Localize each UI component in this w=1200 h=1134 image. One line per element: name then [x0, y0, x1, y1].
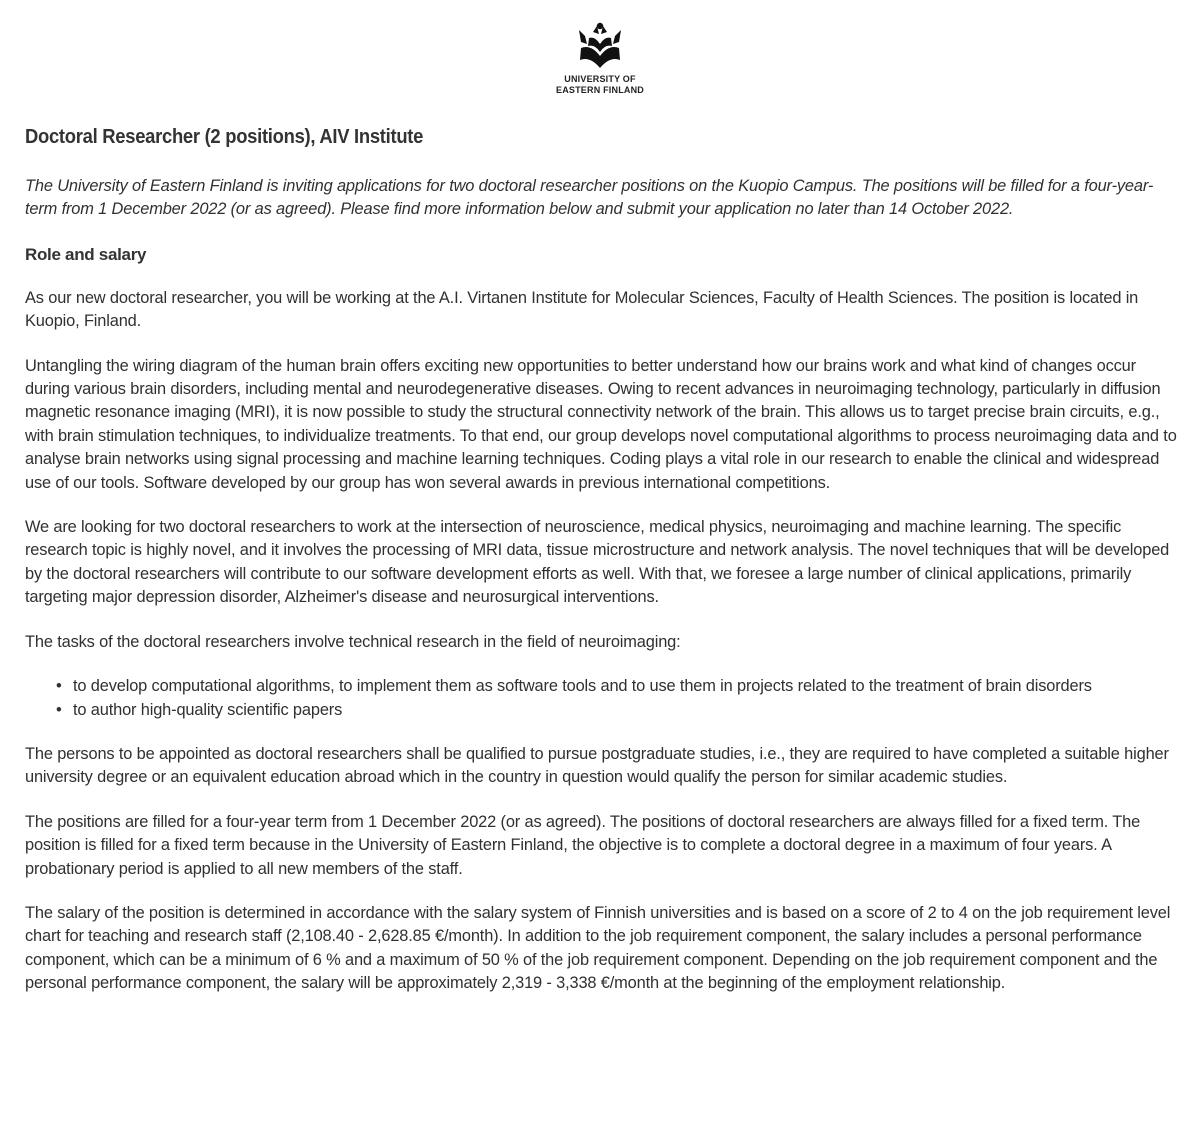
list-item: • to author high-quality scientific papers — [73, 699, 1177, 722]
tasks-list — [25, 675, 1177, 722]
intro-paragraph: The University of Eastern Finland is inviting applications for two doctoral researcher positions on the Kuopio Campus. The positions will be filled for a four-year-term from 1 December 2022 (or as agreed). Please find more information below and submit your application no later than 14 October 2022. — [25, 177, 1154, 219]
logo-line-1: UNIVERSITY OF — [564, 74, 636, 84]
paragraph-salary: The salary of the position is determined in accordance with the salary system of Finnish universities and is based on a score of 2 to 4 on the job requirement level chart for teaching and research staff (2,108.40 - 2,628.85 €/month). In addition to the job requirement component, the salary includes a personal performance component, which can be a minimum of 6 % and a maximum of 50 % of the job requirement component. Depending on the job requirement component and the personal performance component, the salary will be approximately 2,319 - 3,338 €/month at the beginning of the employment relationship. — [25, 903, 1171, 993]
page-title: Doctoral Researcher (2 positions), AIV Institute — [25, 126, 424, 148]
job-description — [25, 175, 1177, 1017]
paragraph-position: As our new doctoral researcher, you will be working at the A.I. Virtanen Institute for Molecular Sciences, Faculty of Health Sciences. The position is located in Kuopio, Finland. — [25, 288, 1139, 331]
logo-wordmark — [535, 74, 665, 96]
logo-line-2: EASTERN FINLAND — [556, 85, 644, 95]
paragraph-tasks-intro: The tasks of the doctoral researchers involve technical research in the field of neuroimaging: — [25, 632, 681, 651]
paragraph-research: Untangling the wiring diagram of the human brain offers exciting new opportunities to better understand how our brains work and what kind of changes occur during various brain disorders, including mental and neurodegenerative diseases. Owing to recent advances in neuroimaging technology, particularly in diffusion magnetic resonance imaging (MRI), it is now possible to study the structural connectivity network of the brain. This allows us to target precise brain circuits, e.g., with brain stimulation techniques, to individualize treatments. To that end, our group develops novel computational algorithms to process neuroimaging data and to analyse brain networks using signal processing and machine learning techniques. Coding plays a vital role in our research to enable the clinical and widespread use of our tools. Software developed by our group has won several awards in previous international competitions. — [25, 356, 1177, 492]
uef-logo-icon — [575, 22, 625, 70]
university-logo — [535, 22, 665, 96]
list-item: • to develop computational algorithms, to implement them as software tools and to use them in projects related to the treatment of brain disorders — [73, 675, 1177, 698]
paragraph-qualifications: The persons to be appointed as doctoral researchers shall be qualified to pursue postgraduate studies, i.e., they are required to have completed a suitable higher university degree or an equivalent education abroad which in the country in question would qualify the person for similar academic studies. — [25, 744, 1169, 787]
paragraph-looking-for: We are looking for two doctoral researchers to work at the intersection of neuroscience, medical physics, neuroimaging and machine learning. The specific research topic is highly novel, and it involves the processing of MRI data, tissue microstructure and network analysis. The novel techniques that will be developed by the doctoral researchers will contribute to our software development efforts as well. With that, we foresee a large number of clinical applications, primarily targeting major depression disorder, Alzheimer's disease and neurosurgical interventions. — [25, 518, 1170, 607]
section-heading-role-salary: Role and salary — [25, 244, 147, 264]
paragraph-term: The positions are filled for a four-year term from 1 December 2022 (or as agreed). The positions of doctoral researchers are always filled for a fixed term. The position is filled for a fixed term because in the University of Eastern Finland, the objective is to complete a doctoral degree in a maximum of four years. A probationary period is applied to all new members of the staff. — [25, 812, 1141, 878]
